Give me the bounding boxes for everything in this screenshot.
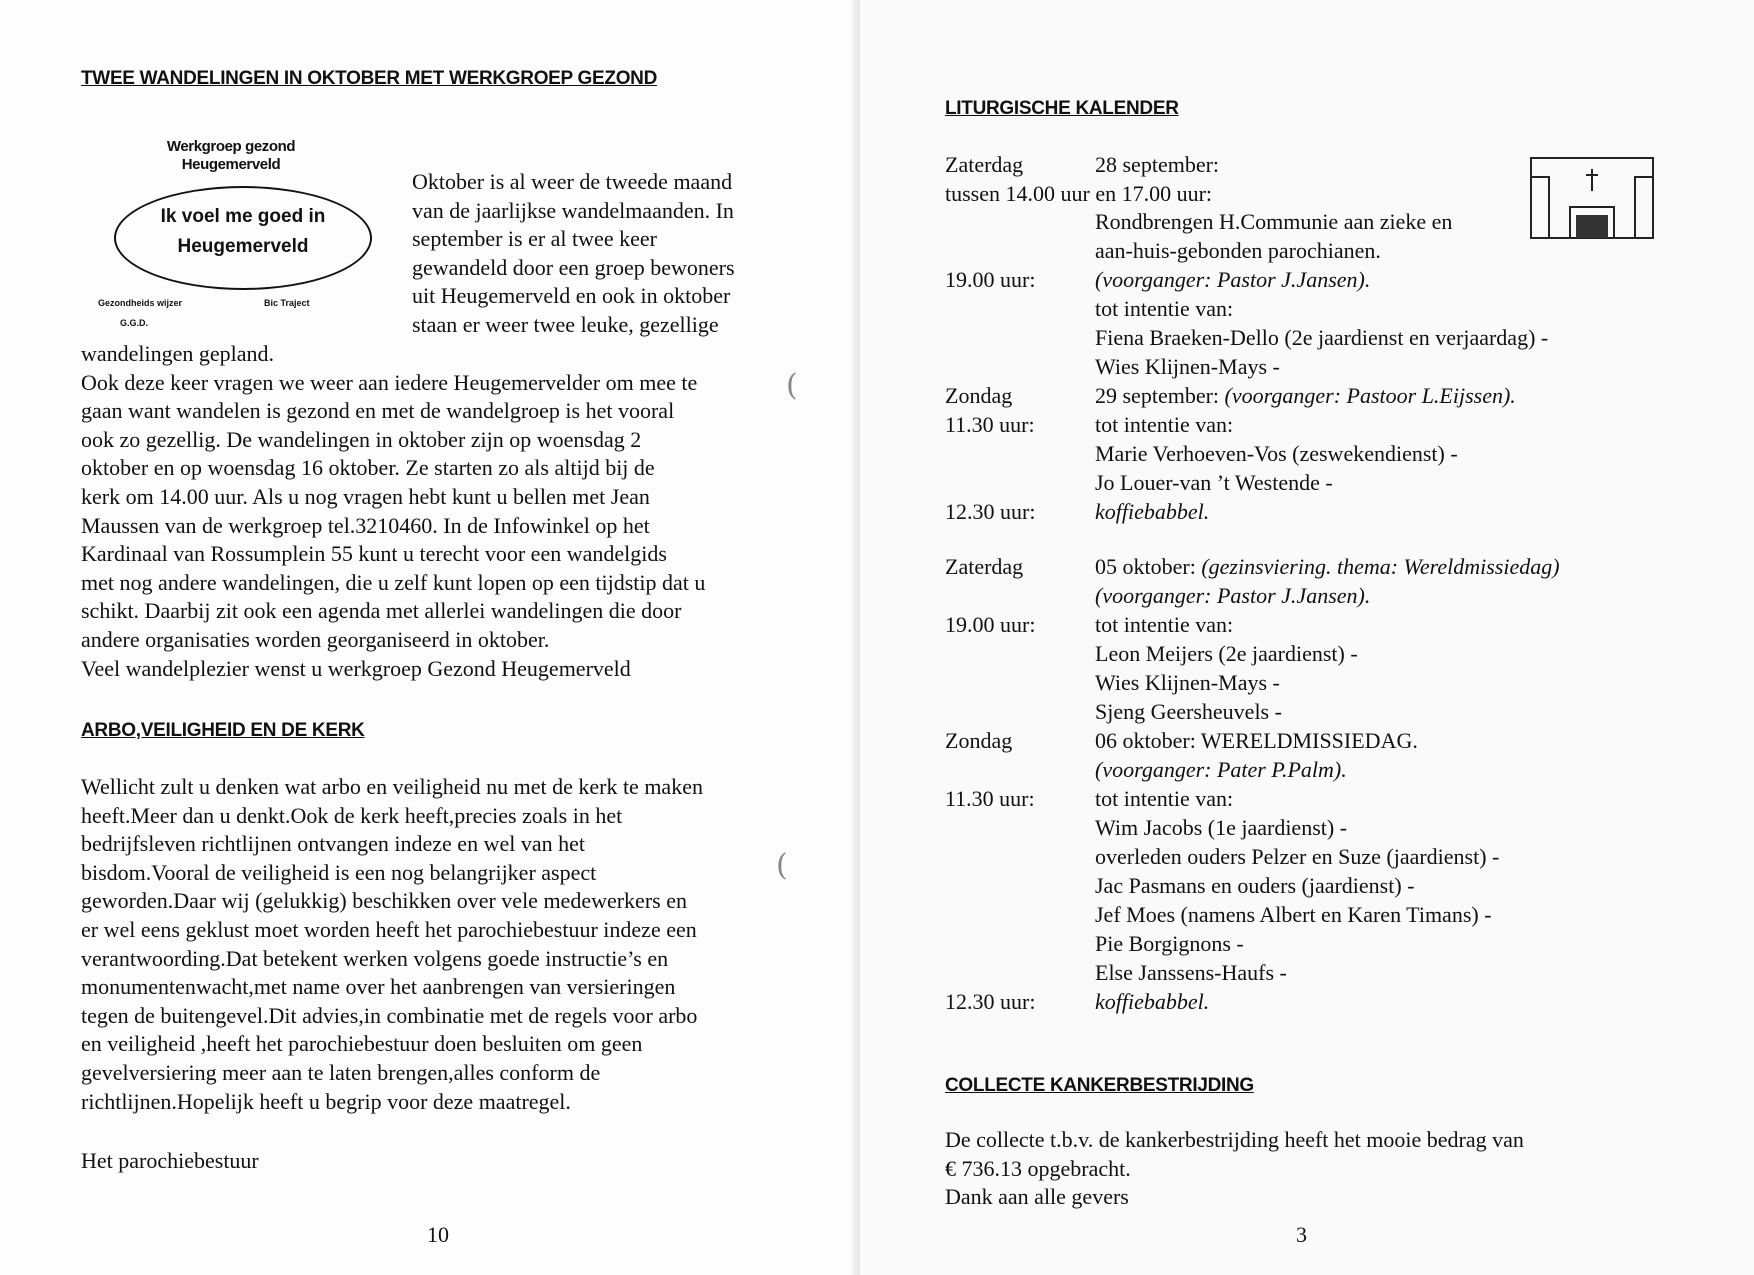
calendar-entry [1095, 208, 1452, 237]
calendar-entry [1095, 498, 1209, 527]
heading-collecte: COLLECTE KANKERBESTRIJDING [945, 1075, 1254, 1096]
calendar-entry [1095, 814, 1347, 843]
calendar-entry [1095, 295, 1233, 324]
text-line: staan er weer twee leuke, gezellige [412, 311, 719, 337]
calendar-day-label: 12.30 uur: [945, 499, 1036, 524]
bracket-mark: ( [776, 848, 788, 883]
logo-slogan [114, 202, 372, 262]
text-line: schikt. Daarbij zit ook een agenda met allerlei wandelingen die door [81, 598, 682, 624]
text-line: oktober en op woensdag 16 oktober. Ze starten zo als altijd bij de [81, 455, 655, 481]
heading-arbo: ARBO,VEILIGHEID EN DE KERK [81, 720, 365, 741]
signature: Het parochiebestuur [81, 1148, 259, 1173]
calendar-entry [1095, 901, 1492, 930]
text-line: bisdom.Vooral de veiligheid is een nog belangrijker aspect [81, 859, 597, 885]
heading-wandelingen: TWEE WANDELINGEN IN OKTOBER MET WERKGROEP GEZOND [81, 68, 658, 89]
logo-org-line2: Heugemerveld [181, 156, 281, 173]
calendar-entry [1095, 959, 1287, 988]
text-line: Oktober is al weer de tweede maand [412, 169, 733, 194]
text-line: gaan want wandelen is gezond en met de wandelgroep is het vooral [81, 398, 675, 424]
calendar-entry-italic: (voorganger: Pastor J.Jansen). [1095, 267, 1371, 292]
calendar-entry [1095, 698, 1282, 727]
calendar-entry-text: overleden ouders Pelzer en Suze (jaardienst) - [1095, 844, 1500, 869]
calendar-entry-text: Marie Verhoeven-Vos (zeswekendienst) - [1095, 441, 1458, 466]
logo-org-line1: Werkgroep gezond [166, 138, 296, 155]
text-line: wandelingen gepland. [81, 341, 275, 366]
calendar-entry-italic: koffiebabbel. [1095, 499, 1210, 524]
calendar-day-label: 12.30 uur: [945, 989, 1036, 1014]
calendar-entry-text: Wies Klijnen-Mays - [1095, 670, 1280, 695]
calendar-entry [1095, 785, 1233, 814]
heading-liturgische-kalender: LITURGISCHE KALENDER [945, 98, 1179, 119]
logo-org [98, 138, 364, 174]
text-line: Ook deze keer vragen we weer aan iedere Heugemervelder om mee te [81, 369, 698, 395]
text-line: met nog andere wandelingen, die u zelf kunt lopen op een tijdstip dat u [81, 569, 706, 595]
text-line: gevelversiering meer aan te laten brengen,alles conform de [81, 1059, 601, 1085]
text-line: en veiligheid ,heeft het parochiebestuur doen besluiten om geen [81, 1031, 643, 1057]
calendar-entry [1095, 640, 1358, 669]
article1-body [81, 340, 821, 683]
calendar-entry-text: tot intentie van: [1095, 412, 1234, 437]
werkgroep-gezond-logo [98, 138, 364, 338]
calendar-entry [1095, 553, 1560, 582]
calendar-entry [1095, 411, 1233, 440]
text-line: monumentenwacht,met name over het aanbrengen van versieringen [81, 974, 676, 1000]
logo-slogan-line1: Ik voel me goed in [160, 206, 326, 227]
text-line: verantwoording.Dat betekent werken volgens goede instructie’s en [81, 945, 669, 971]
article2-body [81, 773, 841, 1116]
calendar-entry-text: Pie Borgignons - [1095, 931, 1244, 956]
calendar-entry [1095, 756, 1347, 785]
calendar-entry-text: Else Janssens-Haufs - [1095, 960, 1287, 985]
text-line: De collecte t.b.v. de kankerbestrijding heeft het mooie bedrag van [945, 1127, 1524, 1152]
calendar-day-label: 11.30 uur: [945, 412, 1035, 437]
text-line: van de jaarlijkse wandelmaanden. In [412, 197, 734, 223]
calendar-entry-italic: (gezinsviering. thema: Wereldmissiedag) [1201, 554, 1560, 579]
right-page [860, 0, 1754, 1275]
calendar-entry [1095, 151, 1219, 180]
calendar-entry [1095, 469, 1333, 498]
bracket-mark: ( [786, 368, 798, 403]
calendar-entry [1095, 988, 1209, 1017]
calendar-entry-text: 28 september: [1095, 152, 1220, 177]
logo-slogan-line2: Heugemerveld [177, 236, 309, 257]
calendar-entry [1095, 324, 1548, 353]
text-line: er wel eens geklust moet worden heeft het parochiebestuur indeze een [81, 916, 697, 942]
calendar-entry-text: aan-huis-gebonden parochianen. [1095, 238, 1381, 263]
calendar-day-label: tussen 14.00 uur en 17.00 uur: [945, 181, 1213, 206]
text-line: uit Heugemerveld en ook in oktober [412, 283, 731, 309]
calendar-entry-text: Wim Jacobs (1e jaardienst) - [1095, 815, 1348, 840]
calendar-day-label: Zaterdag [945, 152, 1024, 177]
calendar-entry-text: tot intentie van: [1095, 612, 1234, 637]
calendar-entry [1095, 611, 1233, 640]
logo-footer-left: Gezondheids wijzer [98, 298, 183, 308]
calendar-entry-text: Leon Meijers (2e jaardienst) - [1095, 641, 1358, 666]
text-line: richtlijnen.Hopelijk heeft u begrip voor deze maatregel. [81, 1088, 571, 1114]
text-line: € 736.13 opgebracht. [945, 1155, 1131, 1181]
calendar-entry [1095, 582, 1370, 611]
calendar-entry [1095, 353, 1280, 382]
calendar-day-label: Zaterdag [945, 554, 1024, 579]
calendar-entry-italic: koffiebabbel. [1095, 989, 1210, 1014]
page-number-left: 10 [427, 1222, 449, 1247]
calendar-day-label: Zondag [945, 383, 1013, 408]
calendar-day-label: 19.00 uur: [945, 612, 1036, 637]
calendar-entry-text: Jo Louer-van ’t Westende - [1095, 470, 1333, 495]
text-line: geworden.Daar wij (gelukkig) beschikken over vele medewerkers en [81, 888, 687, 914]
calendar-entry [1095, 843, 1499, 872]
text-line: kerk om 14.00 uur. Als u nog vragen hebt kunt u bellen met Jean [81, 483, 650, 509]
calendar-day-label: 19.00 uur: [945, 267, 1036, 292]
church-icon [1530, 157, 1654, 239]
text-line: Dank aan alle gevers [945, 1184, 1129, 1210]
collecte-body [945, 1126, 1705, 1212]
calendar-entry-text: Sjeng Geersheuvels - [1095, 699, 1282, 724]
calendar-entry-text: Fiena Braeken-Dello (2e jaardienst en verjaardag) - [1095, 325, 1549, 350]
text-line: Maussen van de werkgroep tel.3210460. In de Infowinkel op het [81, 512, 650, 538]
calendar-day-label: Zondag [945, 728, 1013, 753]
calendar-entry-italic: (voorganger: Pater P.Palm). [1095, 757, 1347, 782]
text-line: Veel wandelplezier wenst u werkgroep Gezond Heugemerveld [81, 655, 631, 681]
calendar-entry-italic: (voorganger: Pastoor L.Eijssen). [1224, 383, 1516, 408]
calendar-entry-text: 06 oktober: WERELDMISSIEDAG. [1095, 728, 1418, 753]
page-number-right: 3 [1296, 1222, 1307, 1247]
calendar-entry-text: Rondbrengen H.Communie aan zieke en [1095, 209, 1453, 234]
text-line: Wellicht zult u denken wat arbo en veiligheid nu met de kerk te maken [81, 774, 703, 799]
calendar-entry-text: 29 september: [1095, 383, 1225, 408]
calendar-entry-text: Jac Pasmans en ouders (jaardienst) - [1095, 873, 1415, 898]
text-line: gewandeld door een groep bewoners [412, 254, 735, 280]
text-line: september is er al twee keer [412, 226, 657, 252]
calendar-entry [1095, 440, 1458, 469]
calendar-day-label: 11.30 uur: [945, 786, 1035, 811]
calendar-entry [1095, 382, 1516, 411]
calendar-entry-text: tot intentie van: [1095, 786, 1234, 811]
calendar-entry-text: tot intentie van: [1095, 296, 1234, 321]
calendar-entry [1095, 237, 1381, 266]
calendar-entry [1095, 872, 1415, 901]
calendar-entry-text: 05 oktober: [1095, 554, 1202, 579]
logo-footer-right: Bic Traject [264, 298, 310, 308]
calendar-entry [1095, 930, 1244, 959]
calendar-entry-italic: (voorganger: Pastor J.Jansen). [1095, 583, 1371, 608]
calendar-entry-text: Wies Klijnen-Mays - [1095, 354, 1280, 379]
logo-footer-left2: G.G.D. [120, 318, 149, 328]
calendar-entry [1095, 727, 1418, 756]
article1-beside-logo [412, 168, 812, 340]
left-page [0, 0, 860, 1275]
text-line: heeft.Meer dan u denkt.Ook de kerk heeft,precies zoals in het [81, 802, 623, 828]
text-line: ook zo gezellig. De wandelingen in oktober zijn op woensdag 2 [81, 426, 642, 452]
text-line: Kardinaal van Rossumplein 55 kunt u terecht voor een wandelgids [81, 541, 667, 567]
text-line: bedrijfsleven richtlijnen ontvangen indeze en wel van het [81, 831, 585, 857]
calendar-entry-text: Jef Moes (namens Albert en Karen Timans) - [1095, 902, 1492, 927]
calendar-entry [1095, 266, 1370, 295]
text-line: andere organisaties worden georganiseerd in oktober. [81, 626, 550, 652]
text-line: tegen de buitengevel.Dit advies,in combinatie met de regels voor arbo [81, 1002, 698, 1028]
calendar-entry [1095, 669, 1280, 698]
